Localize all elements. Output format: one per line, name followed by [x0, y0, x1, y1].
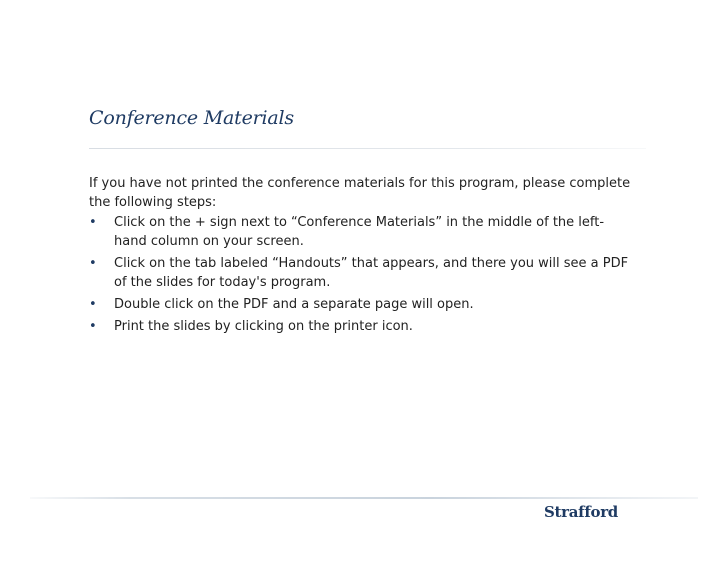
bullet-icon: •: [89, 215, 97, 230]
step-text: Print the slides by clicking on the printer icon.: [114, 319, 413, 334]
list-item: [89, 317, 634, 336]
list-item: [89, 295, 634, 314]
title-divider: [89, 148, 646, 149]
slide-body: [89, 174, 634, 339]
bullet-icon: •: [89, 297, 97, 312]
intro-text: If you have not printed the conference materials for this program, please complete the following steps:: [89, 176, 631, 210]
footer-divider: [30, 497, 698, 499]
brand-logo: Strafford: [544, 503, 618, 521]
bullet-icon: •: [89, 319, 97, 334]
bullet-icon: •: [89, 256, 97, 271]
step-text: Click on the tab labeled “Handouts” that appears, and there you will see a PDF of the slides for today's program.: [114, 256, 629, 290]
list-item: [89, 254, 634, 292]
list-item: [89, 213, 634, 251]
step-text: Click on the + sign next to “Conference Materials” in the middle of the left-hand column on your screen.: [114, 215, 605, 249]
slide-title: Conference Materials: [89, 107, 294, 129]
steps-list: [89, 213, 634, 336]
step-text: Double click on the PDF and a separate page will open.: [114, 297, 474, 312]
